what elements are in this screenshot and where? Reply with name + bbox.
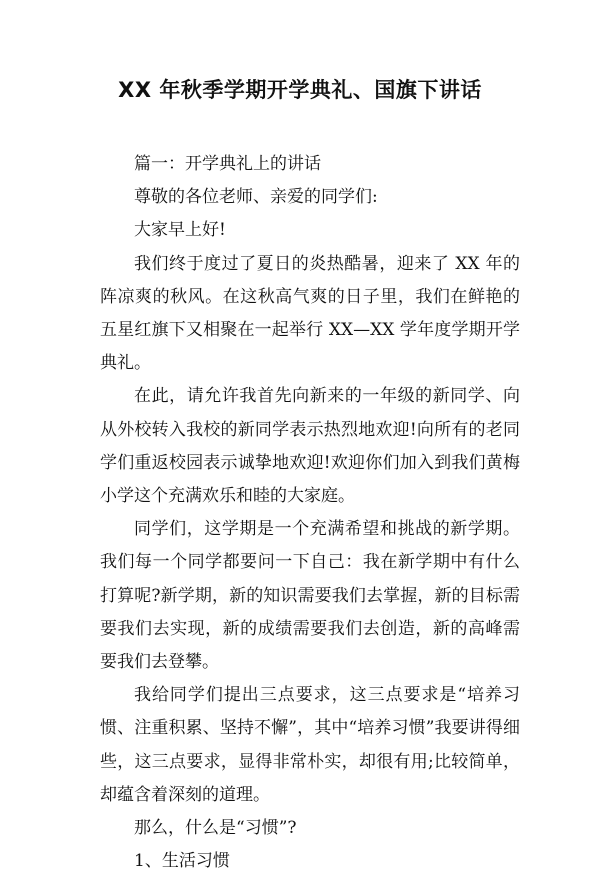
- paragraph-new-semester: 同学们，这学期是一个充满希望和挑战的新学期。我们每一个同学都要问一下自己：我在新学期中有什么打算呢?新学期，新的知识需要我们去掌握，新的目标需要我们去实现，新的成绩需要我们去创造，新的高峰需要我们去登攀。: [100, 519, 520, 673]
- paragraph-welcome: 在此，请允许我首先向新来的一年级的新同学、向从外校转入我校的新同学表示热烈地欢迎!向所有的老同学们重返校园表示诚挚地欢迎!欢迎你们加入到我们黄梅小学这个充满欢乐和睦的大家庭。: [100, 386, 520, 507]
- document-title: XX 年秋季学期开学典礼、国旗下讲话: [118, 78, 482, 102]
- paragraph-requirements: 我给同学们提出三点要求，这三点要求是“培养习惯、注重积累、坚持不懈”，其中“培养习惯”我要讲得细些，这三点要求，显得非常朴实，却很有用;比较简单，却蕴含着深刻的道理。: [100, 685, 520, 805]
- paragraph-question: 那么，什么是“习惯”?: [134, 818, 297, 839]
- document-body: [100, 148, 520, 878]
- paragraph-autumn: 我们终于度过了夏日的炎热酷暑，迎来了 XX 年的阵凉爽的秋风。在这秋高气爽的日子里，我们在鲜艳的五星红旗下又相聚在一起举行 XX—XX 学年度学期开学典礼。: [100, 253, 520, 374]
- paragraph-section-heading: 篇一：开学典礼上的讲话: [134, 154, 321, 174]
- paragraph-salutation: 尊敬的各位老师、亲爱的同学们:: [134, 187, 378, 208]
- paragraph-greeting: 大家早上好!: [134, 220, 226, 241]
- paragraph-list-item: 1、生活习惯: [134, 851, 230, 872]
